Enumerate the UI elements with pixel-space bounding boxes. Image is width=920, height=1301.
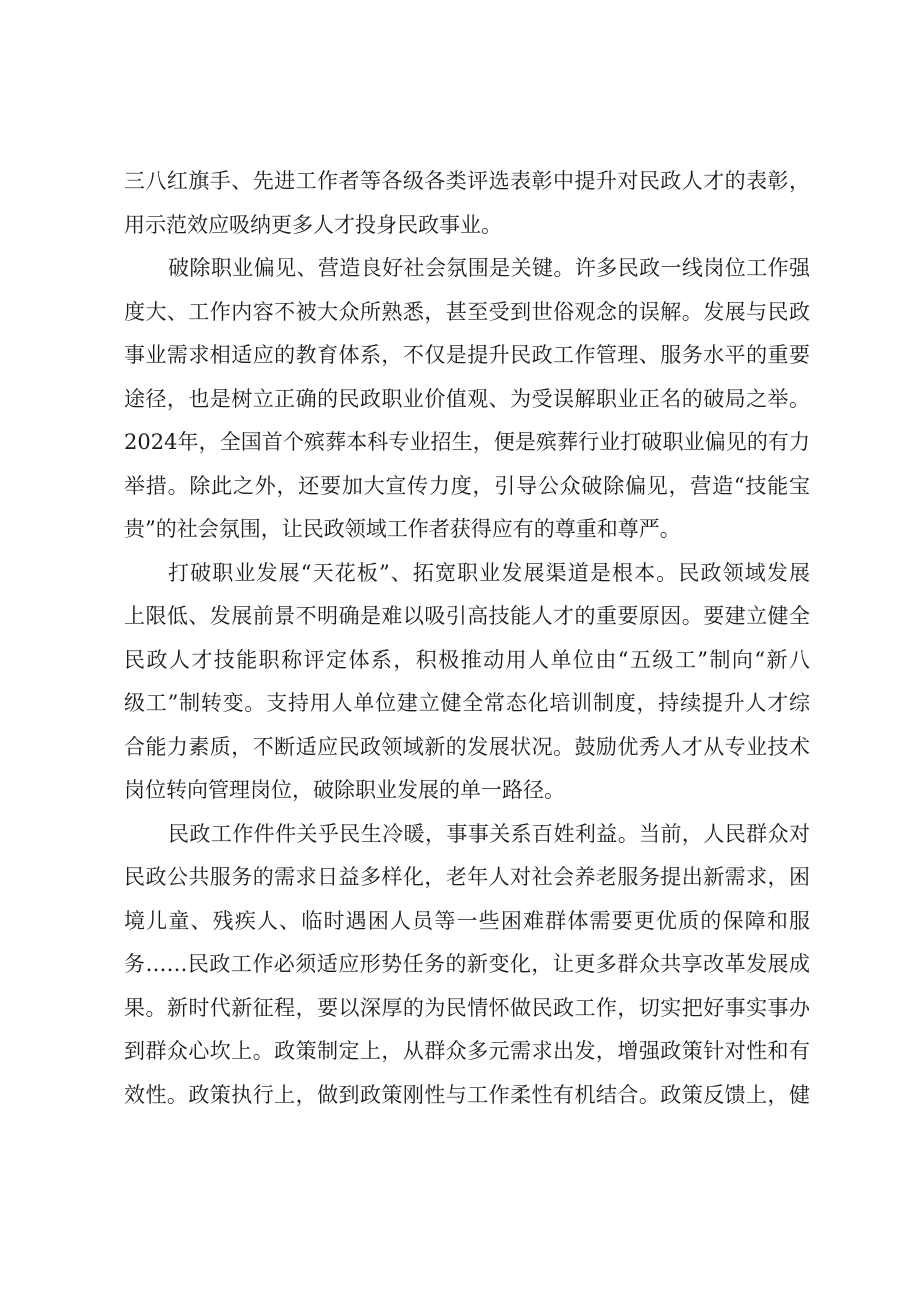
text-line: 到群众心坎上。政策制定上，从群众多元需求出发，增强政策针对性和有 bbox=[124, 1039, 810, 1063]
text-line: 果。新时代新征程，要以深厚的为民情怀做民政工作，切实把好事实事办 bbox=[124, 995, 810, 1020]
text-line: 途径，也是树立正确的民政职业价值观、为受误解职业正名的破局之举。 bbox=[124, 386, 810, 411]
paragraph-3 bbox=[124, 552, 810, 813]
text-line: 岗位转向管理岗位，破除职业发展的单一路径。 bbox=[124, 778, 565, 802]
text-line: 举措。除此之外，还要加大宣传力度，引导公众破除偏见，营造“技能宝 bbox=[124, 473, 810, 498]
text-line: 民政公共服务的需求日益多样化，老年人对社会养老服务提出新需求，困 bbox=[124, 865, 810, 889]
text-line: 用示范效应吸纳更多人才投身民政事业。 bbox=[124, 212, 502, 237]
text-line: 境儿童、残疾人、临时遇困人员等一些困难群体需要更优质的保障和服 bbox=[124, 908, 810, 933]
text-line: 效性。政策执行上，做到政策刚性与工作柔性有机结合。政策反馈上，健 bbox=[124, 1082, 810, 1107]
text-line: 合能力素质，不断适应民政领域新的发展状况。鼓励优秀人才从专业技术 bbox=[124, 734, 810, 759]
text-line: 民政工作件件关乎民生冷暖，事事关系百姓利益。当前，人民群众对 bbox=[168, 821, 810, 846]
paragraph-1 bbox=[124, 160, 810, 247]
text-line: 三八红旗手、先进工作者等各级各类评选表彰中提升对民政人才的表彰， bbox=[124, 169, 810, 193]
text-line: 破除职业偏见、营造良好社会氛围是关键。许多民政一线岗位工作强 bbox=[168, 256, 810, 280]
text-line: 级工”制转变。支持用人单位建立健全常态化培训制度，持续提升人才综 bbox=[124, 691, 810, 715]
text-line: 贵”的社会氛围，让民政领域工作者获得应有的尊重和尊严。 bbox=[124, 517, 681, 541]
body-text bbox=[124, 160, 810, 1117]
text-line: 事业需求相适应的教育体系，不仅是提升民政工作管理、服务水平的重要 bbox=[124, 343, 810, 367]
text-line: 务……民政工作必须适应形势任务的新变化，让更多群众共享改革发展成 bbox=[124, 952, 810, 976]
paragraph-4 bbox=[124, 813, 810, 1118]
text-line: 上限低、发展前景不明确是难以吸引高技能人才的重要原因。要建立健全 bbox=[124, 604, 810, 628]
text-line: 民政人才技能职称评定体系，积极推动用人单位由“五级工”制向“新八 bbox=[124, 647, 810, 672]
text-line: 2024年，全国首个殡葬本科专业招生，便是殡葬行业打破职业偏见的有力 bbox=[124, 430, 810, 454]
text-line: 度大、工作内容不被大众所熟悉，甚至受到世俗观念的误解。发展与民政 bbox=[124, 299, 810, 324]
text-line: 打破职业发展“天花板”、拓宽职业发展渠道是根本。民政领域发展 bbox=[168, 560, 810, 585]
paragraph-2 bbox=[124, 247, 810, 552]
